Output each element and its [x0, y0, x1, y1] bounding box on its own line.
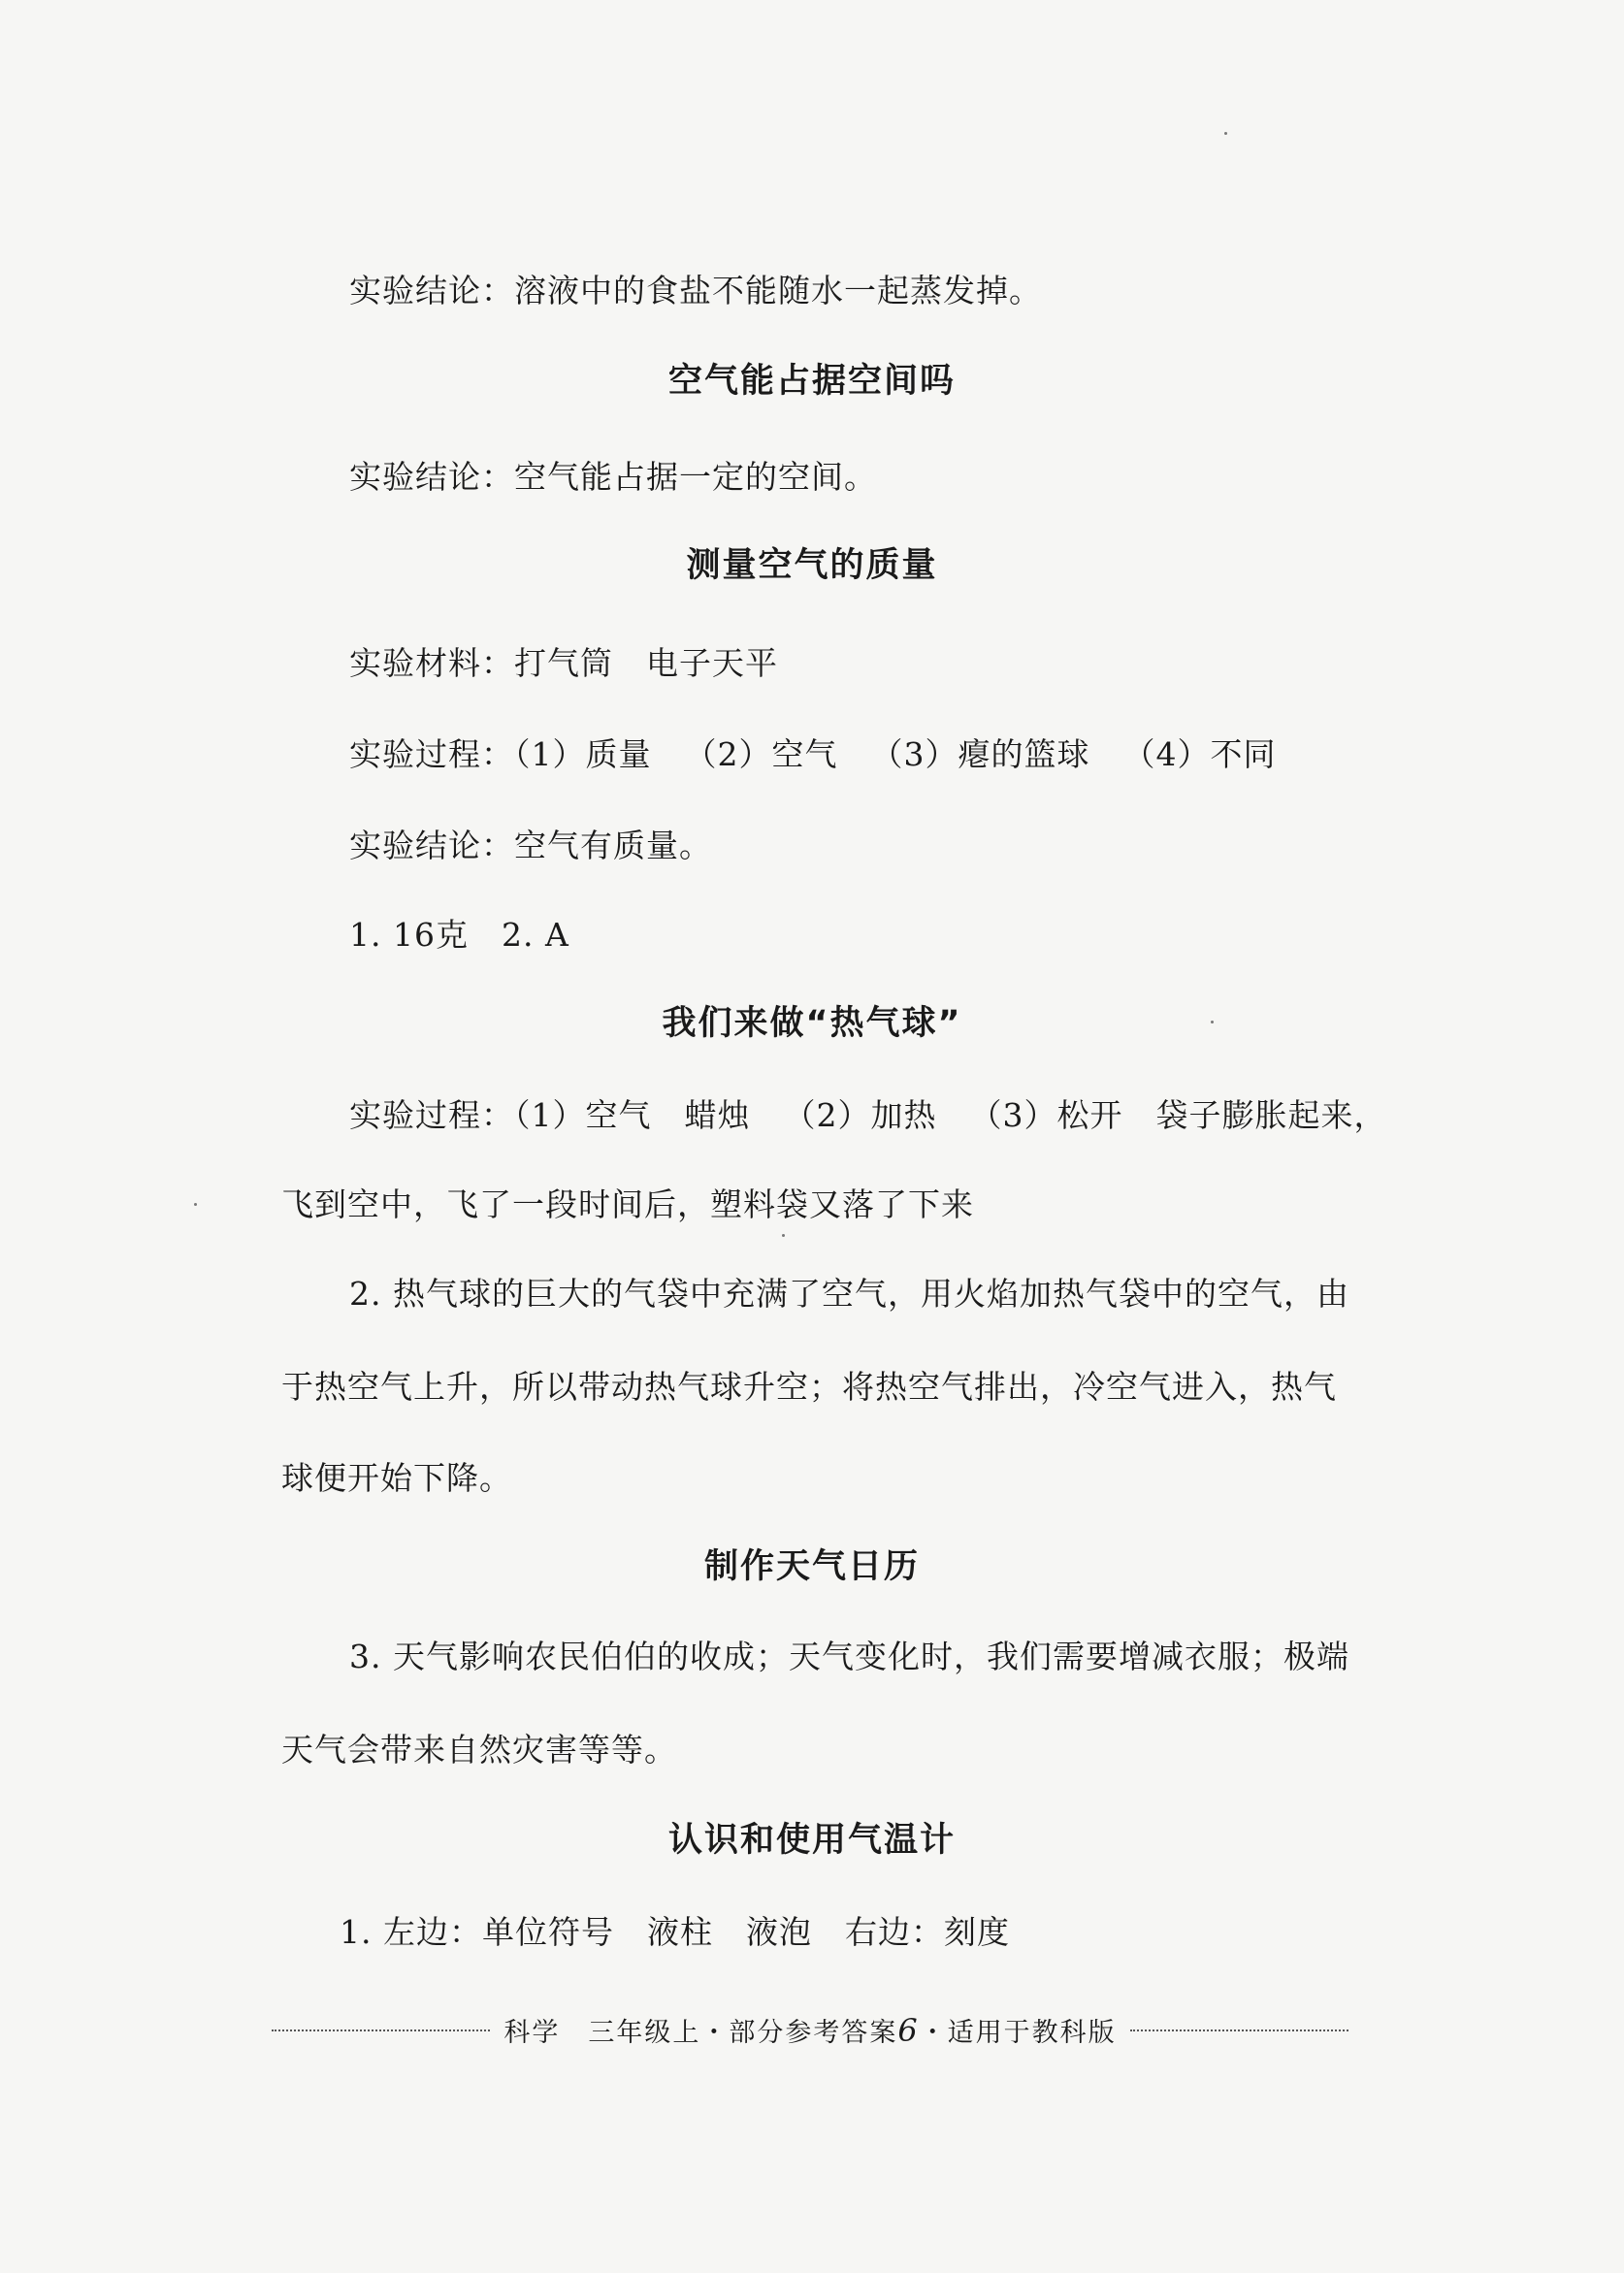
- heading-hot-air-balloon: 我们来做“热气球”: [662, 1004, 962, 1043]
- process-label: 实验过程：: [349, 1096, 514, 1134]
- footer-label: 科学 三年级上・部分参考答案: [503, 2017, 898, 2048]
- answer-1: 1. 16克: [349, 916, 469, 954]
- balloon-explanation-line-1: 2. 热气球的巨大的气袋中充满了空气，用火焰加热气袋中的空气，由: [349, 1275, 1349, 1313]
- process-step: （3）松开 袋子膨胀起来，: [969, 1096, 1387, 1134]
- weather-answer-line-1: 3. 天气影响农民伯伯的收成；天气变化时，我们需要增减衣服；极端: [349, 1638, 1349, 1675]
- answers-line: [349, 916, 569, 955]
- scan-speck: [194, 1203, 197, 1206]
- process-item: （2）空气: [684, 735, 838, 773]
- process-step: （2）加热: [783, 1096, 937, 1134]
- heading-thermometer: 认识和使用气温计: [667, 1821, 956, 1860]
- page-number: 6: [897, 2011, 920, 2049]
- process-label: 实验过程：: [349, 735, 514, 773]
- thermometer-answer: 1. 左边：单位符号 液柱 液泡 右边：刻度: [340, 1913, 1010, 1951]
- balloon-explanation-line-3: 球便开始下降。: [281, 1459, 512, 1497]
- scan-speck: [1224, 132, 1227, 135]
- balloon-explanation-line-2: 于热空气上升，所以带动热气球升空；将热空气排出，冷空气进入，热气: [281, 1368, 1337, 1406]
- heading-weather-calendar: 制作天气日历: [703, 1547, 920, 1586]
- scan-speck: [1211, 1021, 1214, 1023]
- materials-line: 实验材料：打气筒 电子天平: [349, 644, 778, 682]
- process-item: （3）瘪的篮球: [870, 735, 1090, 773]
- process-item: （1）质量: [514, 735, 652, 773]
- conclusion-air-mass: 实验结论：空气有质量。: [349, 827, 712, 864]
- weather-answer-line-2: 天气会带来自然灾害等等。: [281, 1731, 677, 1769]
- conclusion-salt: 实验结论：溶液中的食盐不能随水一起蒸发掉。: [349, 272, 1042, 309]
- process-line-mass: [349, 735, 1277, 774]
- conclusion-air-space: 实验结论：空气能占据一定的空间。: [349, 458, 877, 496]
- footer-dotted-rule-right: [1130, 2029, 1348, 2031]
- process-item: （4）不同: [1122, 735, 1277, 773]
- process-line-balloon: [349, 1096, 1387, 1135]
- heading-air-space: 空气能占据空间吗: [667, 362, 956, 401]
- footer-text: [490, 2011, 1129, 2049]
- heading-air-mass: 测量空气的质量: [686, 546, 938, 585]
- process-continuation: 飞到空中，飞了一段时间后，塑料袋又落了下来: [281, 1185, 974, 1223]
- page-footer: [272, 2011, 1348, 2049]
- footer-suffix: ・适用于教科版: [919, 2017, 1117, 2048]
- footer-dotted-rule-left: [272, 2029, 490, 2031]
- process-step: （1）空气 蜡烛: [514, 1096, 751, 1134]
- scan-speck: [782, 1234, 785, 1237]
- answer-2: 2. A: [501, 916, 569, 954]
